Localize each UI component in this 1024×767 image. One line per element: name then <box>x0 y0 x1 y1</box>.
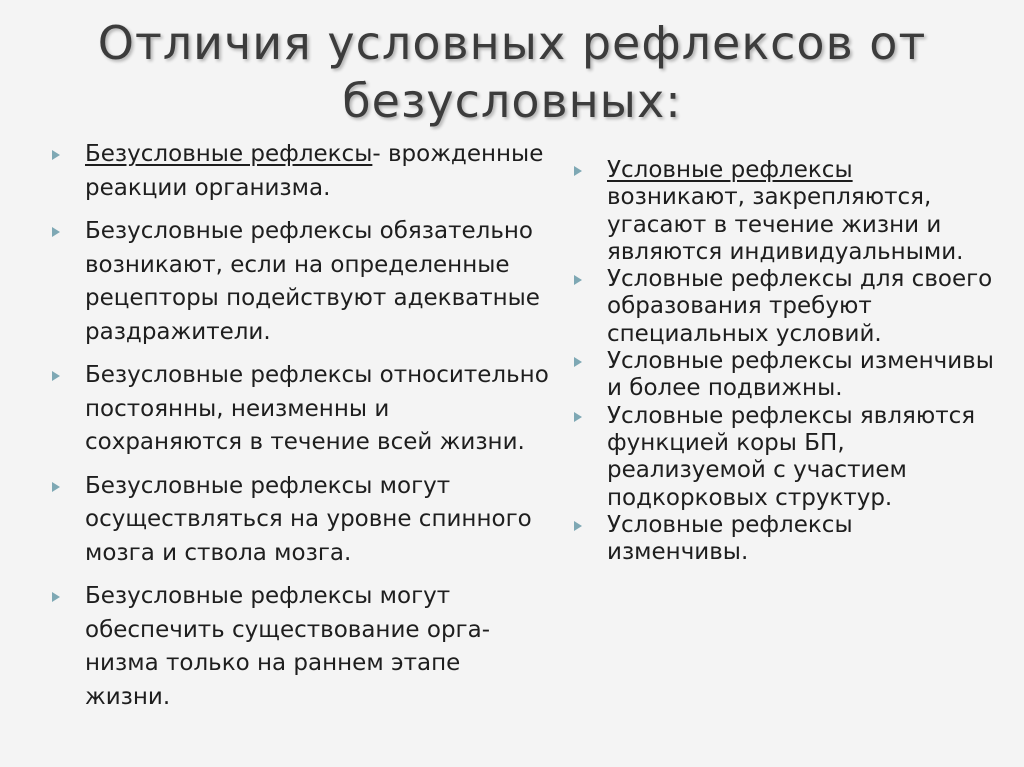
list-item <box>574 512 994 567</box>
slide-title: Отличия условных рефлексов от безусловных: <box>97 16 927 128</box>
bullet-icon <box>52 150 60 160</box>
list-item <box>574 157 994 266</box>
bullet-icon <box>574 521 582 531</box>
term-underlined: Безусловные рефлексы <box>85 141 373 167</box>
list-item <box>52 470 552 571</box>
item-text: Безусловные рефлексы обязательно возникают, если на определенные рецепторы подействуют адекватные раздражители. <box>85 218 540 345</box>
bullet-icon <box>574 275 582 285</box>
item-text: Безусловные рефлексы относительно постоянны, неизменны и сохраняются в течение всей жизни. <box>85 362 549 455</box>
bullet-icon <box>52 592 60 602</box>
item-text: возникают, закрепляются, угасают в течение жизни и являются индивидуальными. <box>607 184 964 265</box>
list-item <box>574 266 994 348</box>
item-text: Условные рефлексы изменчивы и более подвижны. <box>607 348 994 402</box>
bullet-icon <box>52 482 60 492</box>
bullet-icon <box>52 371 60 381</box>
list-item <box>52 138 552 205</box>
item-text: Условные рефлексы изменчивы. <box>607 511 853 566</box>
term-underlined: Условные рефлексы <box>607 157 853 183</box>
item-text: Безусловные рефлексы могут осуществляться на уровне спинного мозга и ствола мозга. <box>85 472 532 566</box>
bullet-icon <box>574 357 582 367</box>
item-text: Условные рефлексы являются функцией коры БП, реализуемой с участием подкорковых структур. <box>607 402 976 511</box>
list-item <box>52 359 552 460</box>
conditioned-reflexes-list <box>574 157 994 566</box>
list-item <box>574 403 994 512</box>
bullet-icon <box>574 166 582 176</box>
bullet-icon <box>574 412 582 422</box>
list-item <box>574 348 994 403</box>
item-text: - врожденные реакции организма. <box>85 141 544 201</box>
item-text: Безусловные рефлексы могут обеспечить существование орга-низма только на раннем этапе жизни. <box>85 583 491 710</box>
item-text: Условные рефлексы для своего образования требуют специальных условий. <box>607 266 993 347</box>
list-item <box>52 580 552 714</box>
unconditioned-reflexes-list <box>52 138 552 724</box>
bullet-icon <box>52 227 60 237</box>
list-item <box>52 215 552 349</box>
